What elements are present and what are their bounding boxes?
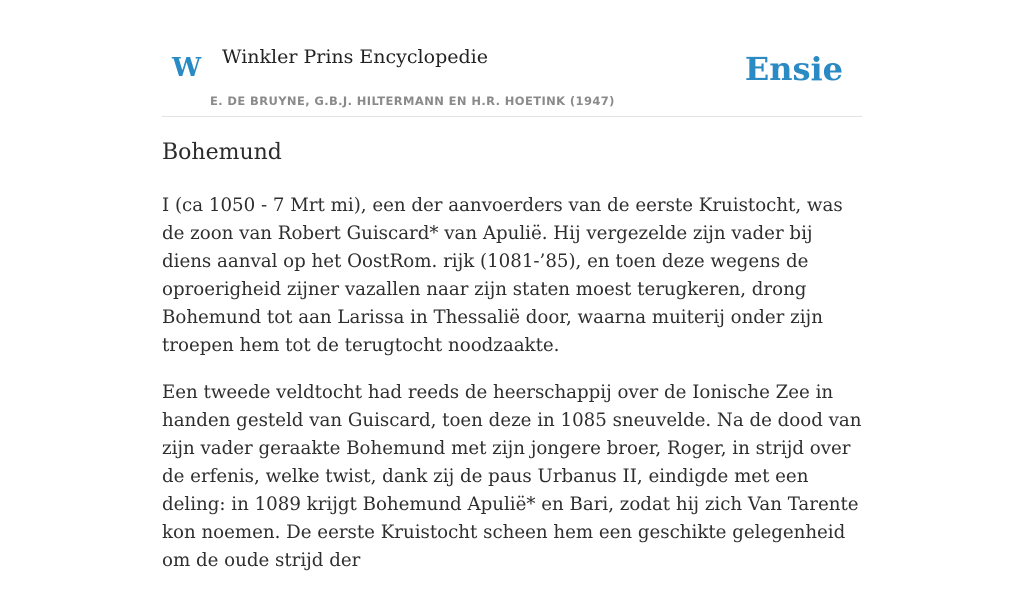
article-paragraph: Een tweede veldtocht had reeds de heerschappij over de Ionische Zee in handen gesteld van Guiscard, toen deze in 1085 sneuvelde. Na de dood van zijn vader geraakte Bohemund met zijn jongere broer, Roger, in strijd over de erfenis, welke twist, dank zij de paus Urbanus II, eindigde met een deling: in 1089 krijgt Bohemund Apulië* en Bari, zodat hij zich Van Tarente kon noemen. De eerste Kruistocht scheen hem een geschikte gelegenheid om de oude strijd der [162,382,862,571]
site-header [162,0,862,117]
book-authors: E. DE BRUYNE, G.B.J. HILTERMANN EN H.R. HOETINK (1947) [210,94,615,108]
article-title: Bohemund [162,140,282,165]
ensie-brand-logo[interactable]: Ensie [744,50,843,88]
article-body [162,192,862,594]
winkler-prins-logo[interactable]: W [172,53,202,83]
article-paragraph: I (ca 1050 - 7 Mrt mi), een der aanvoerders van de eerste Kruistocht, was de zoon van Robert Guiscard* van Apulië. Hij vergezelde zijn vader bij diens aanval op het OostRom. rijk (1081-’85), en toen deze wegens de oproerigheid zijner vazallen naar zijn staten moest terugkeren, drong Bohemund tot aan Larissa in Thessalië door, waarna muiterij onder zijn troepen hem tot de terugtocht noodzaakte. [162,195,843,356]
book-title-link[interactable]: Winkler Prins Encyclopedie [222,46,488,68]
page-container [162,0,862,571]
